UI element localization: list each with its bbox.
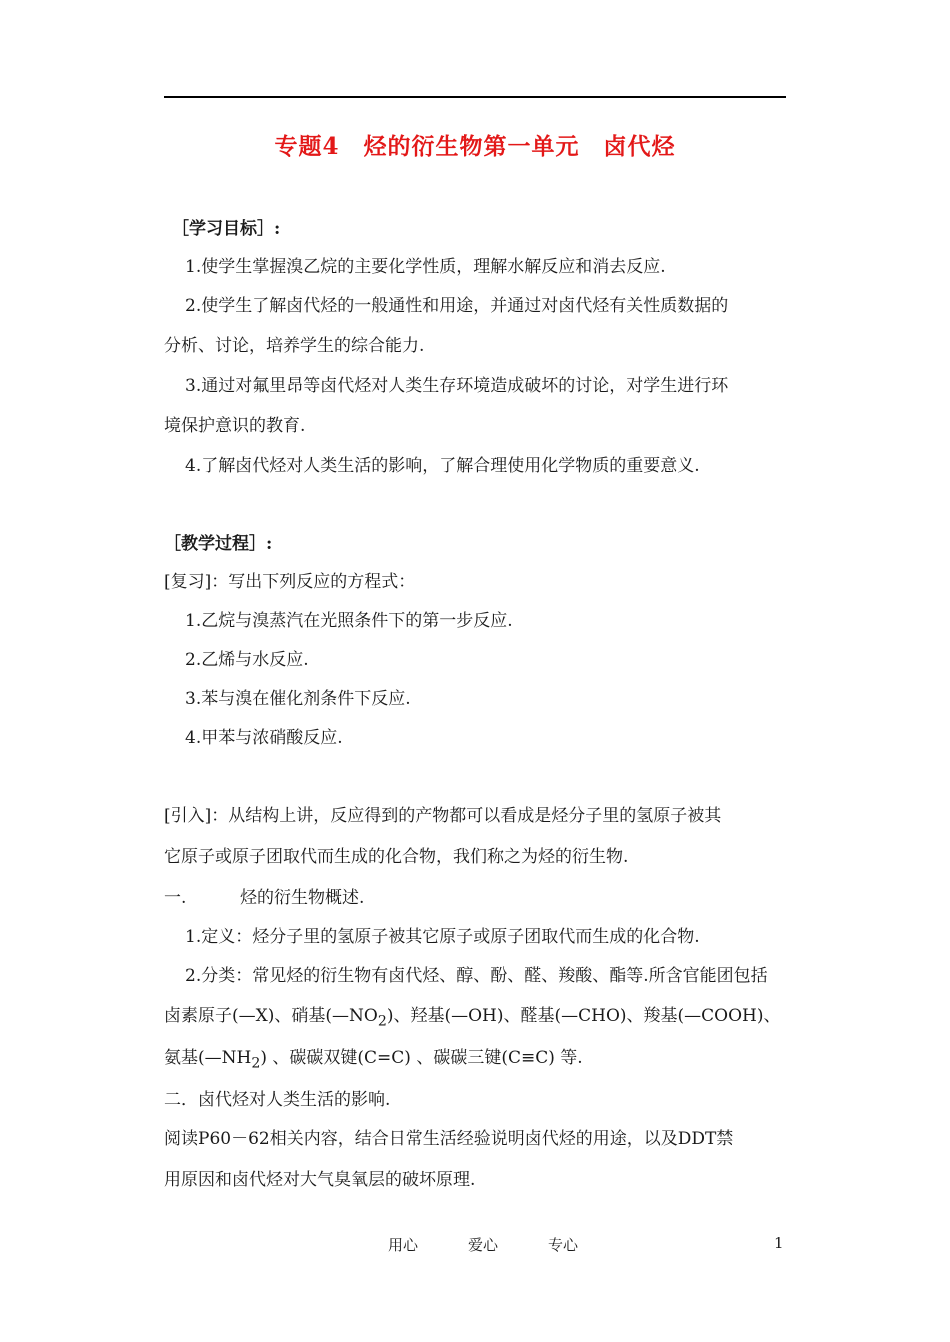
subscript-2: 2 <box>377 1013 387 1030</box>
footer-motto-word: 用心 <box>388 1236 419 1254</box>
objective-item: 境保护意识的教育. <box>164 416 306 436</box>
review-item: 3.苯与溴在催化剂条件下反应. <box>185 689 411 709</box>
section-one-number: 一. <box>164 888 187 908</box>
objective-item: 分析、讨论，培养学生的综合能力. <box>164 336 425 356</box>
review-item: 2.乙烯与水反应. <box>185 650 309 670</box>
process-heading: ［教学过程］: <box>164 534 273 554</box>
classification-line: 2.分类：常见烃的衍生物有卤代烃、醇、酚、醛、羧酸、酯等.所含官能团包括 <box>185 966 768 986</box>
page-number: 1 <box>774 1234 784 1252</box>
footer-motto-word: 爱心 <box>468 1236 499 1254</box>
objective-item: 2.使学生了解卤代烃的一般通性和用途，并通过对卤代烃有关性质数据的 <box>185 296 729 316</box>
review-item: 1.乙烷与溴蒸汽在光照条件下的第一步反应. <box>185 611 513 631</box>
review-intro: [复习]：写出下列反应的方程式： <box>164 572 416 592</box>
classification-line-groups: 卤素原子(—X)、硝基$(—NO_2)$、羟基(—OH)、醛基(—CHO)、羧基(—COOH)、 <box>164 1006 781 1030</box>
footer-motto <box>388 1234 578 1255</box>
definition-line: 1.定义：烃分子里的氢原子被其它原子或原子团取代而生成的化合物. <box>185 927 700 947</box>
reading-line: 用原因和卤代烃对大气臭氧层的破坏原理. <box>164 1170 476 1190</box>
classification-line-bonds: 氨基$(—NH_2)$ 、碳碳双键(C=C) 、碳碳三键(C≡C) 等. <box>164 1048 583 1072</box>
section-two-heading: 二．卤代烃对人类生活的影响. <box>164 1090 391 1110</box>
objective-item: 4.了解卤代烃对人类生活的影响，了解合理使用化学物质的重要意义. <box>185 456 700 476</box>
section-one-title: 烃的衍生物概述. <box>240 888 365 908</box>
review-item: 4.甲苯与浓硝酸反应. <box>185 728 343 748</box>
objectives-heading: ［学习目标］: <box>172 219 281 239</box>
subscript-2: 2 <box>251 1055 261 1072</box>
objective-item: 1.使学生掌握溴乙烷的主要化学性质，理解水解反应和消去反应. <box>185 257 666 277</box>
intro-line: 它原子或原子团取代而生成的化合物，我们称之为烃的衍生物. <box>164 847 629 867</box>
intro-line: [引入]：从结构上讲，反应得到的产物都可以看成是烃分子里的氢原子被其 <box>164 806 722 826</box>
header-rule <box>164 96 786 98</box>
document-title: 专题4 烃的衍生物第一单元 卤代烃 <box>274 133 676 160</box>
objective-item: 3.通过对氟里昂等卤代烃对人类生存环境造成破坏的讨论，对学生进行环 <box>185 376 729 396</box>
reading-line: 阅读P60－62相关内容，结合日常生活经验说明卤代烃的用途，以及DDT禁 <box>164 1129 734 1149</box>
footer-motto-word: 专心 <box>548 1236 579 1254</box>
